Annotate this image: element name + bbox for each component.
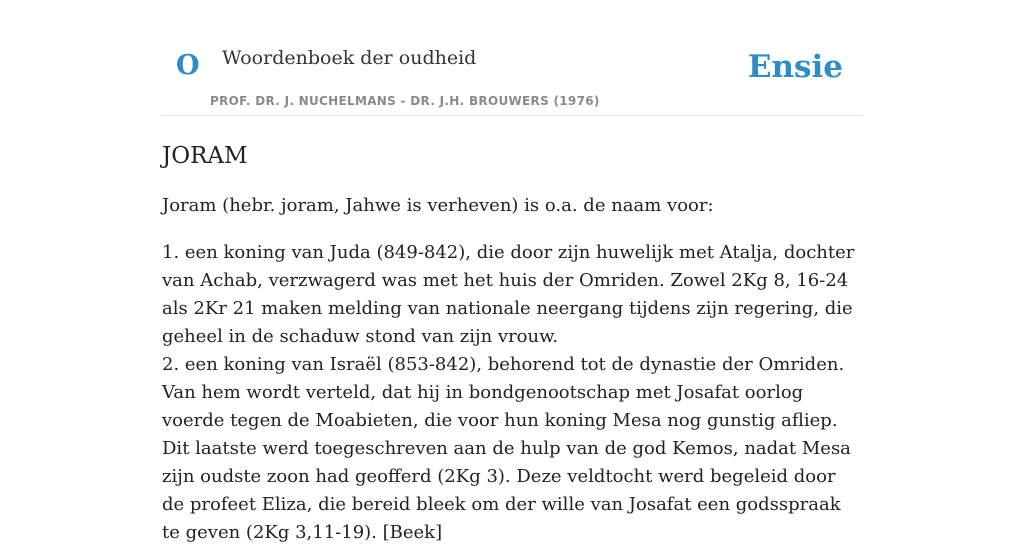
entry-title: JORAM [162,143,248,169]
entry-item-1: 1. een koning van Juda (849-842), die door zijn huwelijk met Atalja, dochter van Achab, verzwagerd was met het huis der Omriden. Zowel 2Kg 8, 16-24 als 2Kr 21 maken melding van nationale neergang tijdens zijn regering, die geheel in de schaduw stond van zijn vrouw. [162,242,855,347]
dictionary-title-link[interactable]: Woordenboek der oudheid [222,47,477,69]
entry-item-2: 2. een koning van Israël (853-842), behorend tot de dynastie der Omriden. Van hem wordt verteld, dat hij in bondgenootschap met Josafat oorlog voerde tegen de Moabieten, die voor hun koning Mesa nog gunstig afliep. Dit laatste werd toegeschreven aan de hulp van de god Kemos, nadat Mesa zijn oudste zoon had geofferd (2Kg 3). Deze veldtocht werd begeleid door de profeet Eliza, die bereid bleek om der wille van Josafat een godsspraak te geven (2Kg 3,11-19). [Beek] [162,354,851,543]
dictionary-header [162,0,862,116]
letter-index-link[interactable]: O [176,50,200,81]
entry-body [162,192,862,547]
article-page [162,0,862,547]
entry-intro: Joram (hebr. joram, Jahwe is verheven) is o.a. de naam voor: [162,195,714,216]
ensie-logo-link[interactable]: Ensie [747,49,843,85]
dictionary-authors: PROF. DR. J. NUCHELMANS - DR. J.H. BROUWERS (1976) [210,94,600,108]
